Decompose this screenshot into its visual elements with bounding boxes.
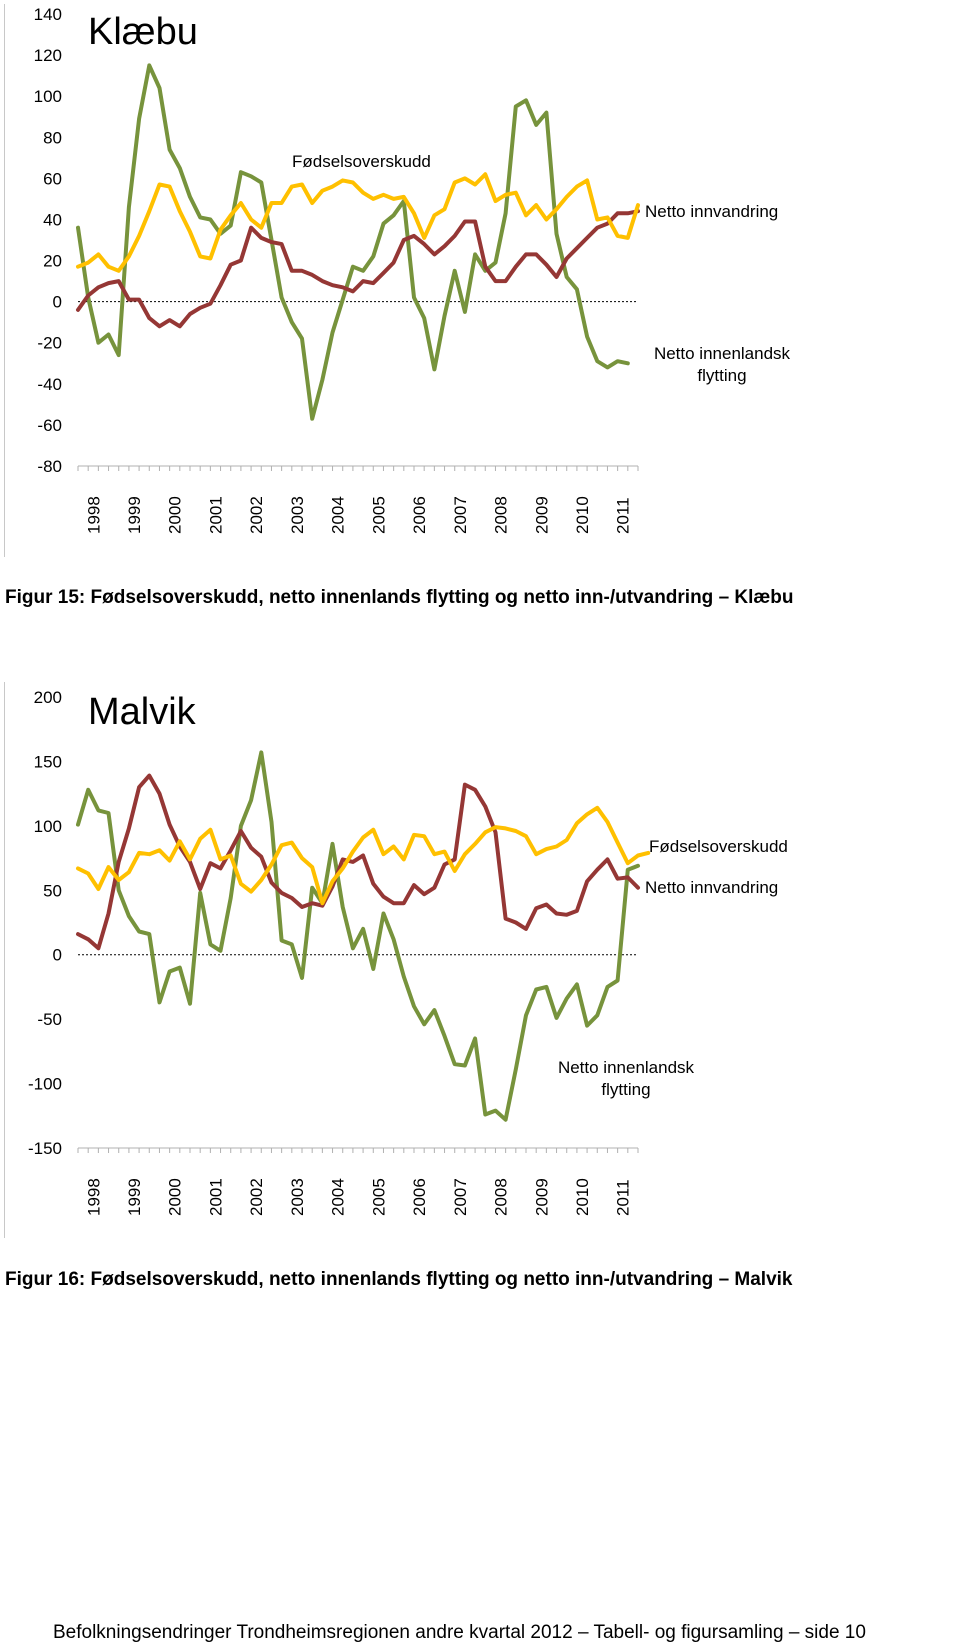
y-tick-label: -60 [37,415,62,435]
chart-klaebu [0,0,960,560]
x-tick-label: 2001 [206,1178,226,1216]
y-tick-label: -100 [27,1074,62,1094]
series-annotation: Netto innenlandsk [557,1058,695,1077]
x-tick-label: 2008 [491,496,511,534]
y-tick-label: 120 [33,46,62,66]
series-annotation: flytting [697,366,747,385]
x-tick-label: 2004 [328,1178,348,1216]
y-tick-label: 100 [33,816,62,836]
x-tick-label: 2010 [573,1178,592,1216]
x-tick-label: 2006 [410,1178,430,1216]
series-annotation: Netto innvandring [645,202,779,221]
x-tick-label: 1999 [125,496,144,534]
series-line-netto-innenlandsk-flytting [78,65,628,418]
figure-caption-16: Figur 16: Fødselsoverskudd, netto innenlands flytting og netto inn-/utvandring – Malvik [5,1269,793,1290]
chart-malvik [0,682,960,1242]
x-tick-label: 2003 [287,496,307,534]
y-tick-label: 150 [33,752,62,772]
page-footer: Befolkningsendringer Trondheimsregionen andre kvartal 2012 – Tabell- og figursamling – side 10 [53,1622,866,1643]
x-tick-label: 2011 [613,497,633,534]
x-tick-label: 1999 [125,1178,144,1216]
y-tick-label: 20 [43,251,62,271]
x-tick-label: 2009 [532,496,552,534]
chart-title: Klæbu [88,11,198,53]
x-tick-label: 2007 [450,496,470,534]
figure-caption-15: Figur 15: Fødselsoverskudd, netto innenlands flytting og netto inn-/utvandring – Klæbu [5,587,794,608]
y-tick-label: -80 [37,457,62,476]
y-tick-label: 60 [43,169,62,189]
x-tick-label: 1998 [84,1178,104,1216]
series-annotation: Netto innenlandsk [653,344,791,363]
y-tick-label: 50 [43,881,62,901]
series-line-netto-innvandring [78,776,638,949]
y-tick-label: 0 [52,292,62,312]
x-tick-label: 2010 [573,496,592,534]
x-tick-label: 2000 [165,1178,185,1216]
x-tick-label: 2001 [206,496,226,534]
x-tick-label: 2009 [532,1178,552,1216]
y-tick-label: 100 [33,87,62,107]
x-tick-label: 2007 [450,1178,470,1216]
x-tick-label: 2005 [369,1178,389,1216]
series-annotation: flytting [601,1080,651,1099]
x-tick-label: 2008 [491,1178,511,1216]
chart-malvik-svg [0,682,960,1242]
x-tick-label: 2002 [247,496,267,534]
y-tick-label: 0 [52,945,62,965]
x-tick-label: 2003 [287,1178,307,1216]
x-tick-label: 2005 [369,496,389,534]
y-tick-label: -50 [37,1010,62,1030]
y-tick-label: 40 [43,210,62,230]
x-tick-label: 2004 [328,496,348,534]
y-tick-label: 140 [33,5,62,24]
series-annotation: Fødselsoverskudd [649,837,788,856]
x-tick-label: 1998 [84,496,104,534]
y-tick-label: 80 [43,128,62,148]
y-tick-label: -20 [37,333,62,353]
x-tick-label: 2011 [613,1179,633,1216]
x-tick-label: 2006 [410,496,430,534]
x-tick-label: 2000 [165,496,185,534]
x-tick-label: 2002 [247,1178,267,1216]
y-tick-label: -150 [27,1139,62,1158]
series-annotation: Netto innvandring [645,878,779,897]
y-tick-label: 200 [33,688,62,707]
chart-title: Malvik [88,691,196,733]
chart-klaebu-svg [0,0,960,560]
series-annotation: Fødselsoverskudd [292,152,431,171]
y-tick-label: -40 [37,374,62,394]
